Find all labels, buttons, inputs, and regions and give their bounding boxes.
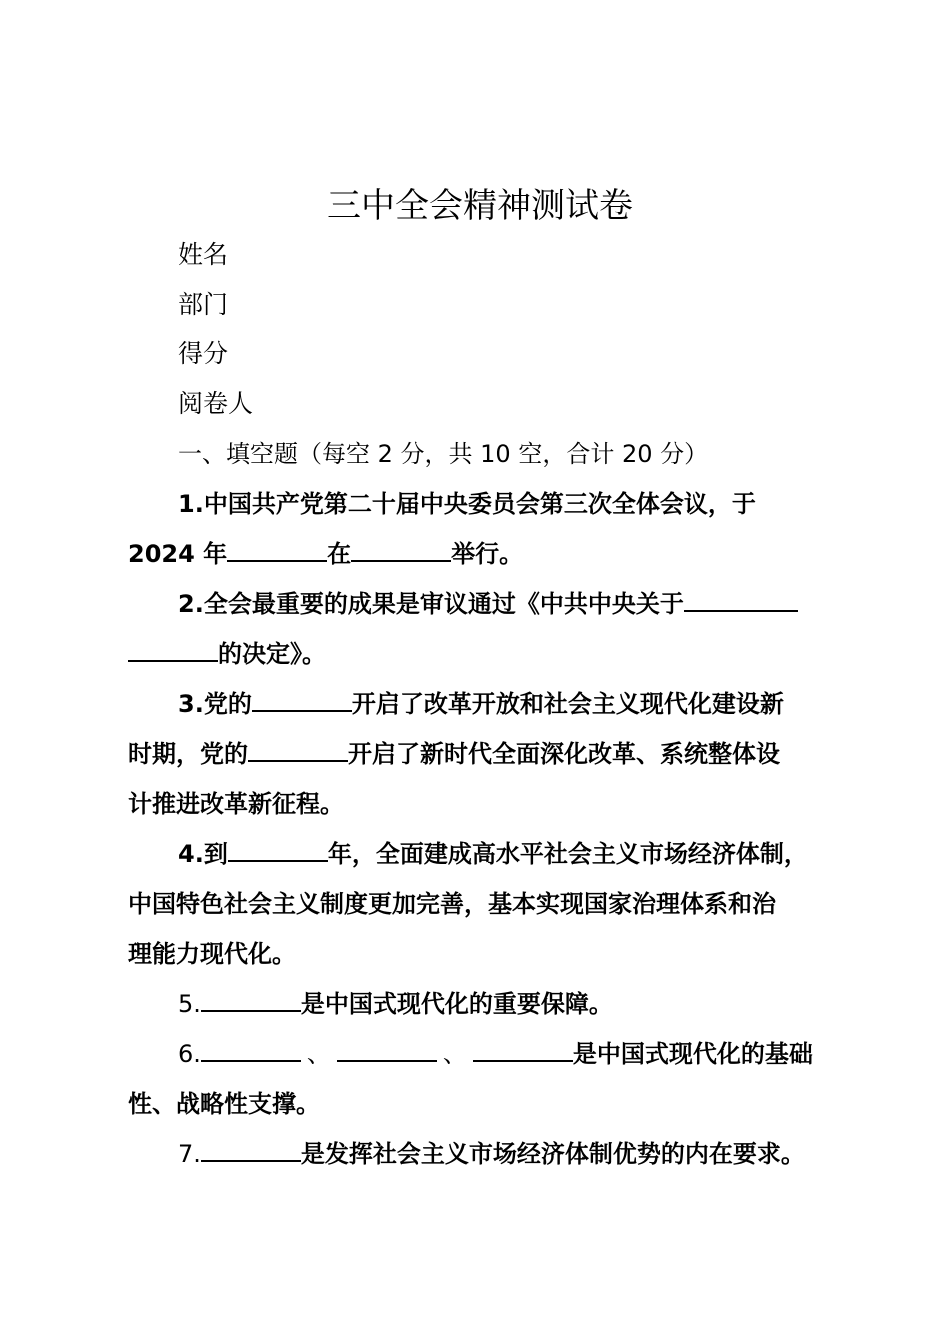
answer-blank[interactable]: [201, 986, 301, 1012]
question-6-text-2: 性、战略性支撑。: [128, 1090, 320, 1118]
answer-blank[interactable]: [227, 536, 327, 562]
question-4-text-2: 中国特色社会主义制度更加完善，基本实现国家治理体系和治: [128, 890, 776, 918]
question-6-separator-2: 、: [442, 1040, 467, 1068]
question-3-text-3: 计推进改革新征程。: [128, 790, 344, 818]
question-7-line-1: [178, 1136, 805, 1172]
score-field-label: 得分: [178, 339, 229, 368]
question-7-text: 是发挥社会主义市场经济体制优势的内在要求。: [300, 1140, 805, 1168]
question-2-line-1: [178, 586, 798, 622]
question-5-number: 5.: [178, 990, 201, 1018]
answer-blank[interactable]: [337, 1036, 437, 1062]
answer-blank[interactable]: [201, 1136, 301, 1162]
question-4-text-1: 年，全面建成高水平社会主义市场经济体制，: [327, 840, 808, 868]
question-1-year: 2024 年: [128, 540, 228, 568]
question-2-suffix: 的决定》。: [218, 640, 326, 668]
answer-blank[interactable]: [248, 736, 348, 762]
question-5-text: 是中国式现代化的重要保障。: [300, 990, 613, 1018]
grader-field-label: 阅卷人: [178, 389, 254, 418]
answer-blank[interactable]: [684, 586, 798, 612]
question-1-line-2: [128, 536, 523, 572]
question-3-line-3: [128, 786, 344, 822]
answer-blank[interactable]: [201, 1036, 301, 1062]
question-6-line-1: [178, 1036, 813, 1072]
answer-blank[interactable]: [351, 536, 451, 562]
question-5-line-1: [178, 986, 613, 1022]
question-3-line-2: [128, 736, 780, 772]
answer-blank[interactable]: [252, 686, 352, 712]
question-1-text: 1.中国共产党第二十届中央委员会第三次全体会议，于: [178, 490, 756, 518]
answer-blank[interactable]: [473, 1036, 573, 1062]
question-4-line-3: [128, 936, 296, 972]
answer-blank[interactable]: [128, 636, 218, 662]
department-field-label: 部门: [178, 290, 229, 319]
answer-blank[interactable]: [228, 836, 328, 862]
question-3-prefix: 3.党的: [178, 690, 252, 718]
question-1-line-1: [178, 486, 756, 522]
question-3-text-2: 开启了新时代全面深化改革、系统整体设: [348, 740, 780, 768]
question-4-line-1: [178, 836, 808, 872]
question-3-prefix-2: 时期，党的: [128, 740, 248, 768]
question-1-held: 举行。: [451, 540, 524, 568]
page-title: 三中全会精神测试卷: [327, 186, 633, 226]
question-3-text-1: 开启了改革开放和社会主义现代化建设新: [351, 690, 784, 718]
question-7-number: 7.: [178, 1140, 201, 1168]
question-6-text: 是中国式现代化的基础: [572, 1040, 813, 1068]
name-field-label: 姓名: [178, 240, 229, 269]
section-heading-fill-in: 一、填空题（每空 2 分，共 10 空，合计 20 分）: [178, 440, 709, 468]
question-4-text-3: 理能力现代化。: [128, 940, 296, 968]
question-3-line-1: [178, 686, 784, 722]
question-6-separator-1: 、: [306, 1040, 331, 1068]
question-2-text: 2.全会最重要的成果是审议通过《中共中央关于: [178, 590, 684, 618]
question-6-line-2: [128, 1086, 320, 1122]
question-2-line-2: [128, 636, 326, 672]
question-4-prefix: 4.到: [178, 840, 228, 868]
question-1-at: 在: [327, 540, 352, 568]
question-4-line-2: [128, 886, 776, 922]
question-6-number: 6.: [178, 1040, 201, 1068]
